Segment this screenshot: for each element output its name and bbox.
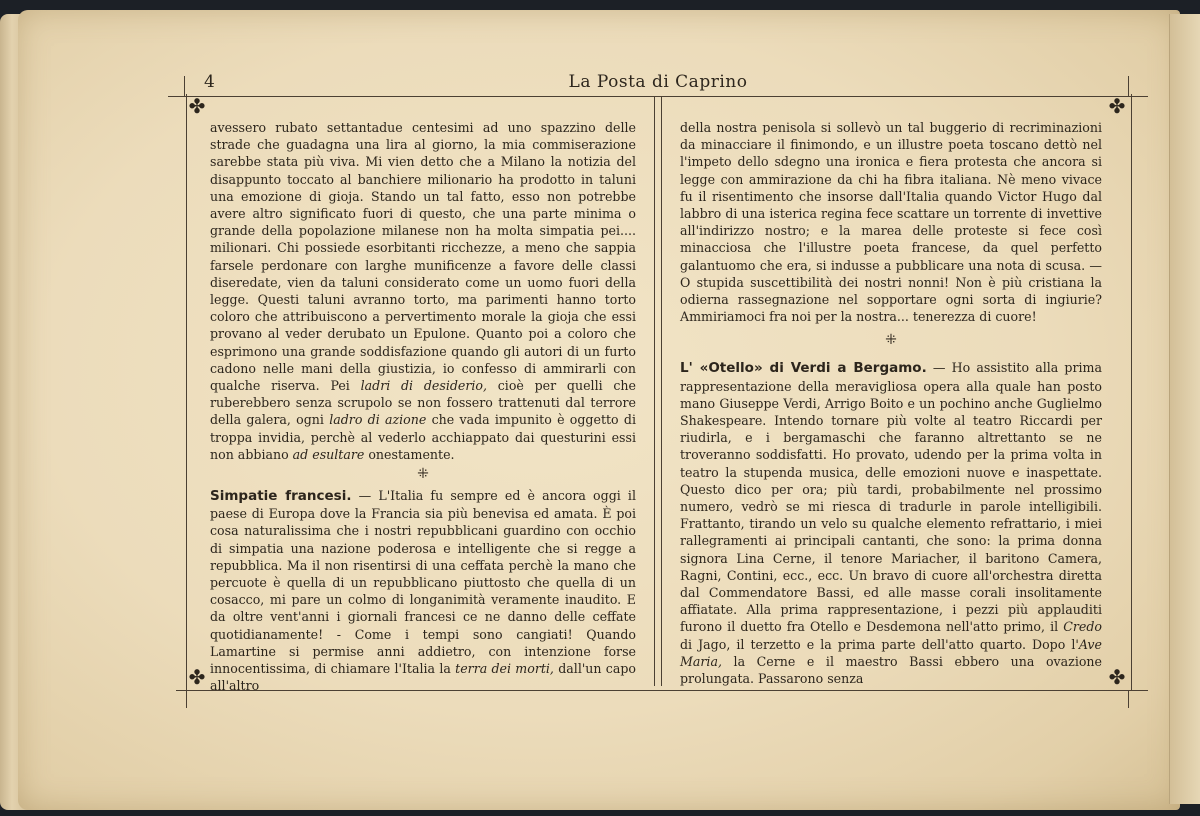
- corner-ornament-icon: ✤: [188, 665, 206, 689]
- page-number: 4: [204, 72, 215, 92]
- header-right-tick: [1128, 76, 1129, 96]
- page-header: [168, 66, 1148, 97]
- paragraph: L' «Otello» di Verdi a Bergamo. — Ho assistito alla prima rappresentazione della meravigliosa opera alla quale han posto mano Giuseppe Verdi, Arrigo Boito e un pochino anche Guglielmo Shakespeare. Intendo tornare più volte al teatro Riccardi per riudirla, e i bergamaschi che faranno altrettanto se ne troveranno soddisfatti. Ho provato, udendo per la prima volta in teatro la stupenda musica, delle emozioni nuove e inaspettate. Questo dico per ora; più tardi, probabilmente nel prossimo numero, vedrò se mi riesca di tradurle in parole intelligibili. Frattanto, tirando un velo su qualche elemento refrattario, i miei rallegramenti ai principali cantanti, che sono: la prima donna signora Lina Cerne, il tenore Mariacher, il baritono Camera, Ragni, Contini, ecc., ecc. Un bravo di cuore all'orchestra diretta dal Commendatore Bassi, ed alle masse corali insolitamente affiatate. Alla prima rappresentazione, i pezzi più applauditi furono il duetto fra Otello e Desdemona nell'atto primo, il Credo di Jago, il terzetto e la prima parte dell'atto quarto. Dopo l'Ave Maria, la Cerne e il maestro Bassi ebbero una ovazione prolungata. Passarono senza: [680, 360, 1102, 687]
- left-column: [210, 119, 636, 695]
- section-separator-icon: ⁜: [885, 332, 897, 349]
- running-title: La Posta di Caprino: [568, 72, 748, 92]
- column-gutter: [654, 96, 662, 686]
- section-heading: Simpatie francesi.: [210, 488, 352, 505]
- header-left-tick: [184, 76, 185, 96]
- paragraph: della nostra penisola si sollevò un tal buggerio di recriminazioni da minacciare il finimondo, e un illustre poeta toscano dettò nel l'impeto dello sdegno una ironica e fiera protesta che ancora si legge con ammirazione da chi ha fibra italiana. Nè meno vivace fu il risentimento che insorse dall'Italia quando Victor Hugo dal labbro di una isterica regina fece scattare un torrente di invettive all'indirizzo nostro; e la marea delle proteste si fece così minacciosa che l'illustre poeta francese, da quel perfetto galantuomo che era, si indusse a pubblicare una nota di scusa. — O stupida suscettibilità dei nostri nonni! Non è più cristiana la odierna rassegnazione nel sopportare ogni sorta di ingiurie? Ammiriamoci fra noi per la nostra... tenerezza di cuore!: [680, 120, 1102, 325]
- footer-left-tick: [186, 690, 187, 708]
- right-column: [680, 119, 1102, 687]
- footer-right-tick: [1128, 690, 1129, 708]
- next-page-edge: [1169, 14, 1200, 804]
- paragraph: Simpatie francesi. — L'Italia fu sempre ed è ancora oggi il paese di Europa dove la Francia sia più benevisa ed amata. È poi cosa naturalissima che i nostri repubblicani guardino con occhio di simpatia una nazione poderosa e intelligente che si regge a repubblica. Ma il non risentirsi di una ceffata perchè la mano che percuote è quella di un repubblicano piuttosto che quella di un cosacco, mi pare un colmo di longanimità veramente inaudito. E da oltre vent'anni i giornali francesi ce ne danno delle ceffate quotidianamente! - Come i tempi sono cangiati! Quando Lamartine si permise anni addietro, con intenzione forse innocentissima, di chiamare l'Italia la terra dei morti, dall'un capo all'altro: [210, 488, 637, 694]
- corner-ornament-icon: ✤: [188, 94, 206, 118]
- corner-ornament-icon: ✤: [1108, 665, 1126, 689]
- paragraph: avessero rubato settantadue centesimi ad uno spazzino delle strade che guadagna una lira al giorno, la mia commiserazione sarebbe stata più viva. Mi vien detto che a Milano la notizia del disappunto toccato al banchiere milionario ha prodotto in taluni una emozione di gioja. Stando un tal fatto, esso non potrebbe avere altro significato fuori di questo, che una parte minima o grande della popolazione milanese non ha molta simpatia pei.... milionari. Chi possiede esorbitanti ricchezze, a meno che sappia farsele perdonare con larghe munificenze a favore delle classi diseredate, vien da taluni considerato come un uomo fuori della legge. Questi taluni avranno torto, ma parimenti hanno torto coloro che attribuiscono a pervertimento morale la gioja che essi provano al veder derubato un Epulone. Quanto poi a coloro che esprimono una grande soddisfazione quando gli autori di un furto cadono nelle mani della giustizia, io confesso di ammirarli con qualche riserva. Pei ladri di desiderio, cioè per quelli che ruberebbero senza scrupolo se non fossero trattenuti dal terrore della galera, ogni ladro di azione che vada impunito è oggetto di troppa invidia, perchè al vederlo acchiappato dai questurini essi non abbiano ad esultare onestamente.: [210, 120, 636, 462]
- corner-ornament-icon: ✤: [1108, 94, 1126, 118]
- section-heading: L' «Otello» di Verdi a Bergamo.: [680, 360, 927, 377]
- section-separator-icon: ⁜: [417, 466, 429, 483]
